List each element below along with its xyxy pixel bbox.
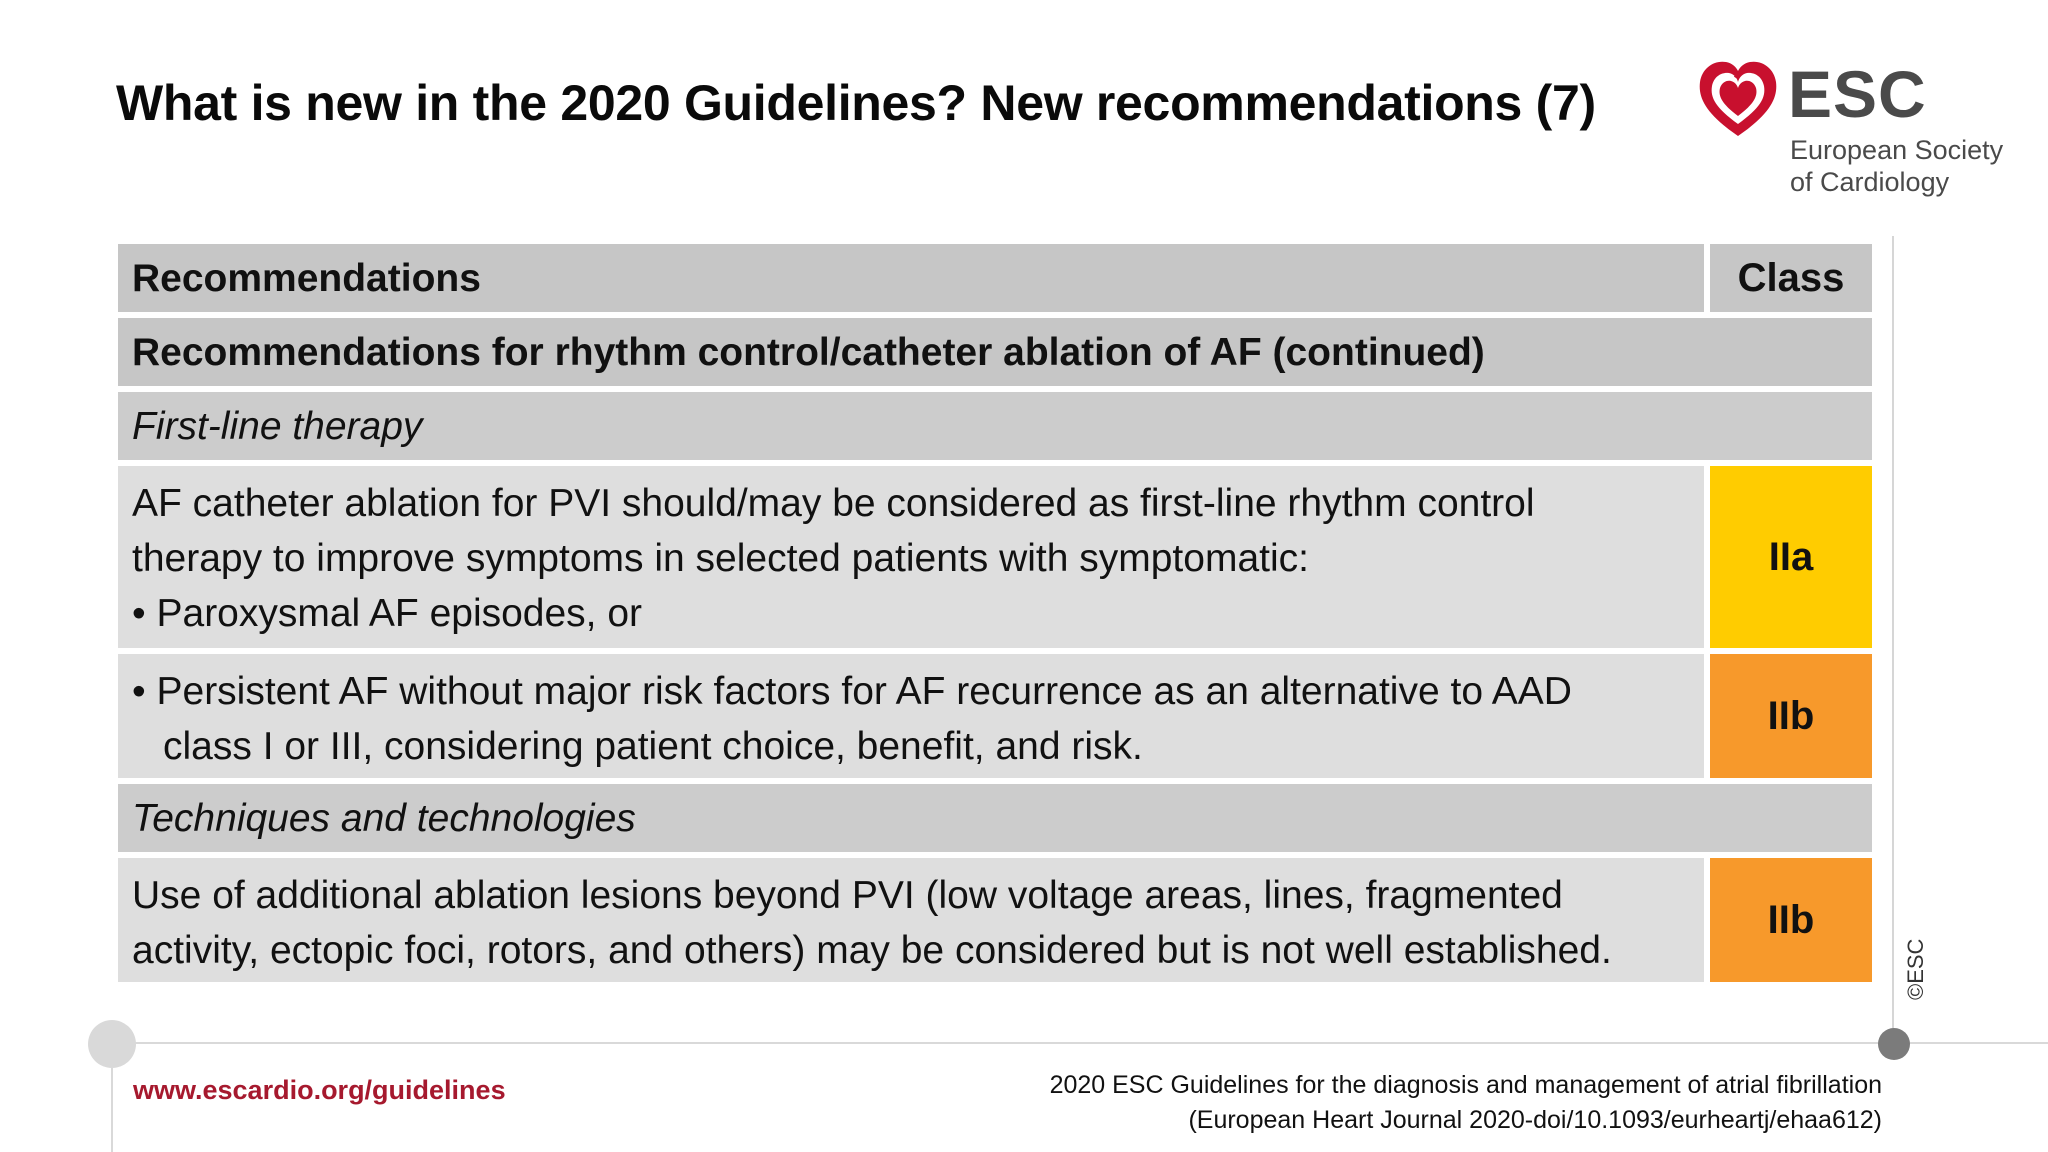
- table-header-row: [118, 244, 1872, 312]
- table-row: [118, 858, 1872, 982]
- logo-line-1: European Society: [1790, 135, 2004, 165]
- recommendation-bullet: • Paroxysmal AF episodes, or: [132, 592, 643, 635]
- slide-title: What is new in the 2020 Guidelines? New recommendations (7): [116, 75, 1596, 131]
- recommendation-text: [118, 654, 1704, 778]
- footer-dot-left: [88, 1020, 136, 1068]
- citation-line-2: (European Heart Journal 2020-doi/10.1093/eurheartj/ehaa612): [1188, 1106, 1882, 1134]
- column-header-class: Class: [1710, 244, 1872, 312]
- footer-divider: [112, 1042, 2048, 1044]
- guidelines-link[interactable]: www.escardio.org/guidelines: [133, 1075, 506, 1105]
- table-row: [118, 466, 1872, 648]
- recommendation-text: [118, 858, 1704, 982]
- recommendation-line: Use of additional ablation lesions beyond PVI (low voltage areas, lines, fragmented: [132, 874, 1563, 917]
- heart-icon: [1696, 58, 1780, 142]
- subsection-title: First-line therapy: [118, 392, 1872, 460]
- recommendation-line: activity, ectopic foci, rotors, and others) may be considered but is not well established.: [132, 929, 1612, 972]
- subsection-row: [118, 784, 1872, 852]
- copyright-label: ©ESC: [1903, 938, 1928, 1000]
- subsection-title: Techniques and technologies: [118, 784, 1872, 852]
- logo-line-2: of Cardiology: [1790, 167, 1950, 197]
- footer-left-line: [111, 1068, 113, 1152]
- section-row: [118, 318, 1872, 386]
- vertical-divider: [1892, 236, 1894, 1046]
- recommendation-text: [118, 466, 1704, 648]
- class-badge: IIb: [1710, 654, 1872, 778]
- recommendation-line: therapy to improve symptoms in selected patients with symptomatic:: [132, 537, 1309, 580]
- class-badge: IIb: [1710, 858, 1872, 982]
- recommendations-table: [118, 244, 1872, 988]
- logo-acronym: ESC: [1788, 57, 1927, 131]
- class-badge: IIa: [1710, 466, 1872, 648]
- esc-logo: [1696, 54, 2006, 204]
- citation-line-1: 2020 ESC Guidelines for the diagnosis and management of atrial fibrillation: [1049, 1071, 1882, 1099]
- table-row: [118, 654, 1872, 778]
- subsection-row: [118, 392, 1872, 460]
- recommendation-bullet: • Persistent AF without major risk factors for AF recurrence as an alternative to AAD: [132, 670, 1572, 713]
- section-title: Recommendations for rhythm control/catheter ablation of AF (continued): [118, 318, 1872, 386]
- column-header-recommendations: Recommendations: [118, 244, 1704, 312]
- footer-dot-right: [1878, 1028, 1910, 1060]
- recommendation-line: AF catheter ablation for PVI should/may be considered as first-line rhythm control: [132, 482, 1535, 525]
- logo-subtitle: [1790, 134, 2010, 198]
- citation: [1050, 1068, 1882, 1138]
- recommendation-line: class I or III, considering patient choice, benefit, and risk.: [163, 725, 1143, 768]
